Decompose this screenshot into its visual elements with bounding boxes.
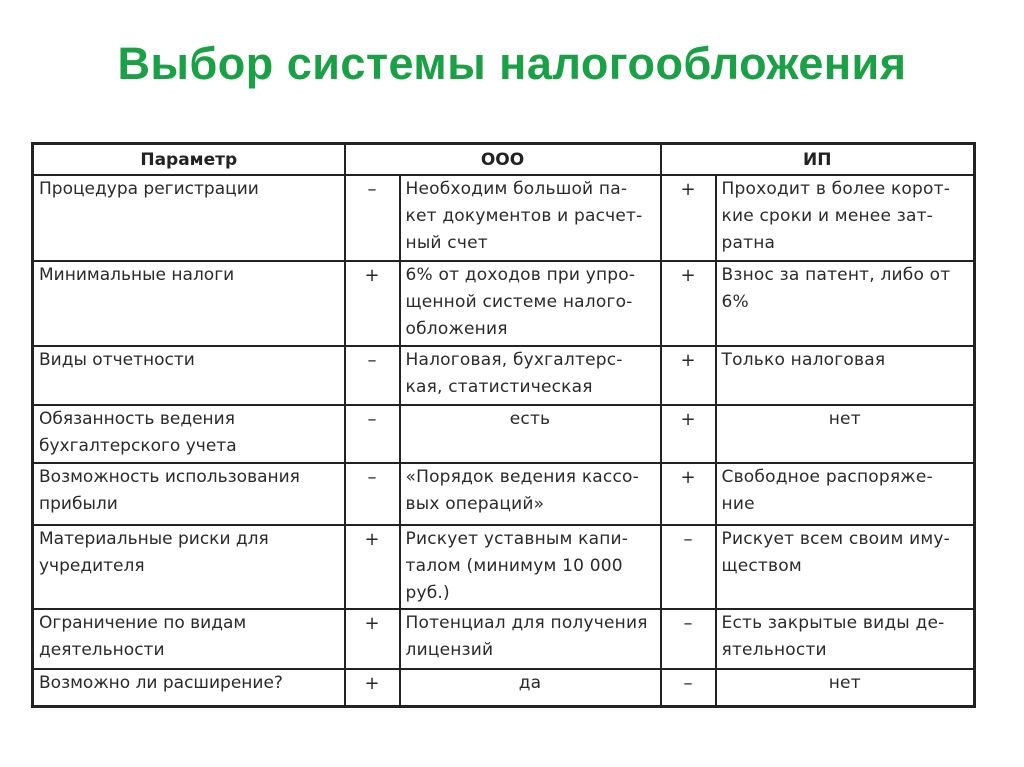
cell-parameter — [33, 261, 345, 346]
cell-ip — [716, 405, 975, 463]
cell-ooo — [400, 609, 661, 669]
parameter-line: Возможность использования — [39, 467, 300, 487]
table-row — [33, 525, 975, 609]
cell-ip-sign: – — [661, 609, 716, 669]
ooo-line: кет документов и расчет- — [405, 206, 643, 226]
cell-ooo — [400, 405, 661, 463]
cell-ooo-sign: – — [345, 346, 400, 405]
ooo-line: лицензий — [405, 640, 494, 660]
cell-ooo-sign: – — [345, 463, 400, 525]
cell-ip — [716, 609, 975, 669]
ip-line: 6% — [721, 292, 749, 312]
cell-ooo-sign: + — [345, 261, 400, 346]
ip-line: нет — [828, 673, 861, 693]
header-ip: ИП — [661, 144, 975, 176]
ip-line: нет — [828, 409, 861, 429]
cell-ip — [716, 346, 975, 405]
table-row — [33, 463, 975, 525]
cell-ooo — [400, 175, 661, 261]
cell-ip — [716, 463, 975, 525]
cell-ooo-sign: + — [345, 525, 400, 609]
cell-parameter — [33, 669, 345, 706]
cell-ip-sign: – — [661, 669, 716, 706]
table-row — [33, 609, 975, 669]
ip-line: ществом — [721, 556, 802, 576]
ip-line: ятельности — [721, 640, 827, 660]
cell-ip — [716, 175, 975, 261]
parameter-line: Обязанность ведения — [39, 409, 235, 429]
ooo-line: Рискует уставным капи- — [405, 529, 629, 549]
header-ooo: ООО — [345, 144, 661, 176]
cell-parameter — [33, 463, 345, 525]
cell-parameter — [33, 525, 345, 609]
cell-ooo-sign: + — [345, 669, 400, 706]
ooo-line: щенной системе налого- — [405, 292, 633, 312]
cell-ip-sign: + — [661, 175, 716, 261]
cell-ooo — [400, 525, 661, 609]
cell-ip-sign: + — [661, 405, 716, 463]
parameter-line: Ограничение по видам — [39, 613, 247, 633]
ooo-line: кая, статистическая — [405, 377, 593, 397]
ooo-line: Необходим большой па- — [405, 179, 628, 199]
parameter-line: прибыли — [39, 494, 118, 514]
ooo-line: ный счет — [405, 233, 488, 253]
parameter-line: Минимальные налоги — [39, 265, 235, 285]
cell-ooo — [400, 669, 661, 706]
parameter-line: Материальные риски для — [39, 529, 269, 549]
cell-ooo — [400, 463, 661, 525]
ip-line: ратна — [721, 233, 776, 253]
cell-ip — [716, 525, 975, 609]
cell-ooo-sign: – — [345, 405, 400, 463]
cell-parameter — [33, 175, 345, 261]
ooo-line: есть — [509, 409, 551, 429]
parameter-line: деятельности — [39, 640, 165, 660]
cell-ooo-sign: – — [345, 175, 400, 261]
cell-ip-sign: + — [661, 346, 716, 405]
cell-parameter — [33, 346, 345, 405]
ooo-line: Потенциал для получения — [405, 613, 648, 633]
table-header-row — [33, 144, 975, 176]
parameter-line: Процедура регистрации — [39, 179, 259, 199]
comparison-table — [31, 142, 976, 708]
ooo-line: руб.) — [405, 583, 450, 603]
cell-ooo — [400, 261, 661, 346]
ip-line: Рискует всем своим иму- — [721, 529, 951, 549]
table-row — [33, 669, 975, 706]
parameter-line: учредителя — [39, 556, 145, 576]
ooo-line: «Порядок ведения кассо- — [405, 467, 639, 487]
ip-line: Проходит в более корот- — [721, 179, 951, 199]
cell-ip — [716, 261, 975, 346]
page-title: Выбор системы налогообложения — [117, 38, 907, 89]
cell-ip-sign: – — [661, 525, 716, 609]
ip-line: Взнос за патент, либо от — [721, 265, 951, 285]
cell-ooo — [400, 346, 661, 405]
table-row — [33, 405, 975, 463]
ooo-line: вых операций» — [405, 494, 545, 514]
parameter-line: бухгалтерского учета — [39, 436, 237, 456]
cell-ip-sign: + — [661, 463, 716, 525]
ooo-line: Налоговая, бухгалтерс- — [405, 350, 623, 370]
ip-line: Свободное распоряже- — [721, 467, 933, 487]
ip-line: Только налоговая — [721, 350, 886, 370]
ooo-line: талом (минимум 10 000 — [405, 556, 623, 576]
header-parameter: Параметр — [33, 144, 345, 176]
ooo-line: обложения — [405, 319, 508, 339]
ooo-line: да — [518, 673, 542, 693]
table-row — [33, 175, 975, 261]
ip-line: кие сроки и менее зат- — [721, 206, 934, 226]
cell-parameter — [33, 609, 345, 669]
cell-parameter — [33, 405, 345, 463]
parameter-line: Возможно ли расширение? — [39, 673, 283, 693]
ooo-line: 6% от доходов при упро- — [405, 265, 636, 285]
table-row — [33, 261, 975, 346]
cell-ip-sign: + — [661, 261, 716, 346]
table-row — [33, 346, 975, 405]
cell-ooo-sign: + — [345, 609, 400, 669]
parameter-line: Виды отчетности — [39, 350, 195, 370]
ip-line: Есть закрытые виды де- — [721, 613, 945, 633]
ip-line: ние — [721, 494, 755, 514]
cell-ip — [716, 669, 975, 706]
